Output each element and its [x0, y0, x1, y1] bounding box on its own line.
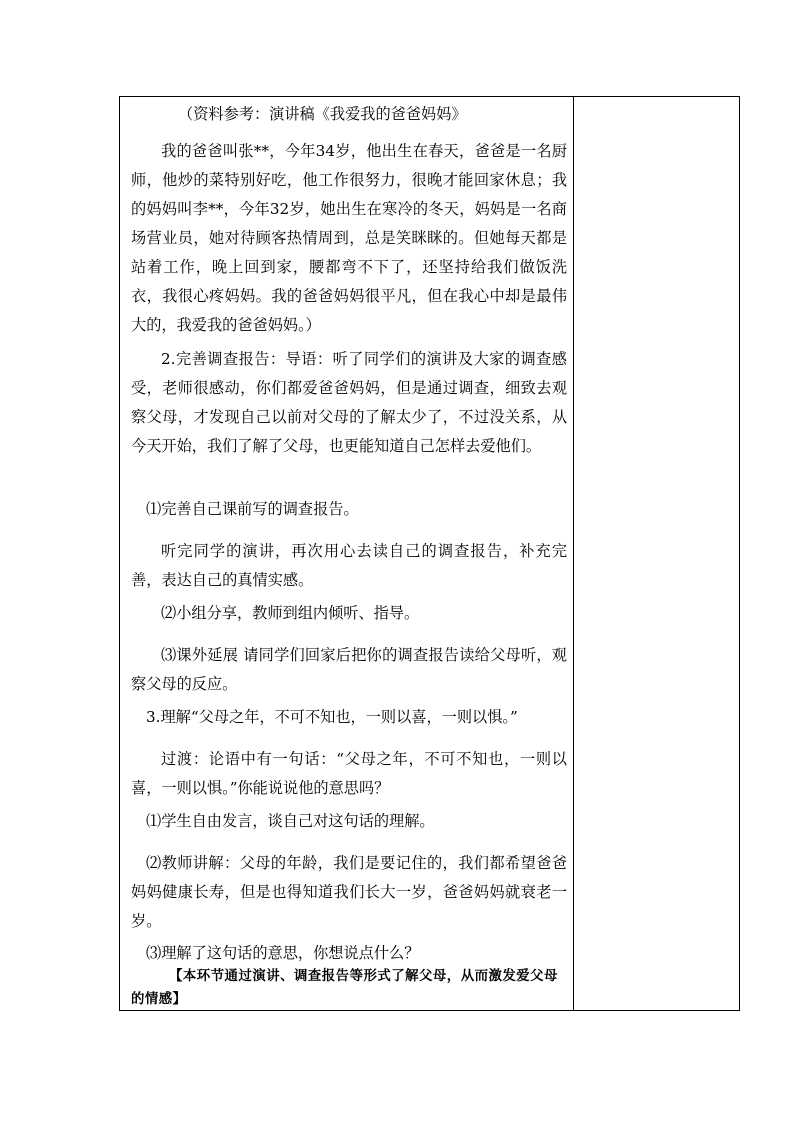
paragraph-1: （资料参考：演讲稿《我爱我的爸爸妈妈》 [178, 105, 467, 123]
paragraph-4: ⑴完善自己课前写的调查报告。 [146, 500, 359, 518]
notes-cell [574, 97, 739, 1010]
paragraph-2: 我的爸爸叫张**，今年34岁，他出生在春天，爸爸是一名厨师，他炒的菜特别好吃，他工作很努力，很晚才能回家休息；我的妈妈叫李**，今年32岁，她出生在寒冷的冬天，妈妈是一名商场营业员，她对待顾客热情周到，总是笑眯眯的。但她每天都是站着工作，晚上回到家，腰都弯不下了，还坚持给我们做饭洗衣，我很心疼妈妈。我的爸爸妈妈很平凡，但在我心中却是最伟大的，我爱我的爸爸妈妈。） [131, 142, 567, 334]
paragraph-6: ⑵小组分享，教师到组内倾听、指导。 [161, 604, 420, 622]
paragraph-11: ⑵教师讲解：父母的年龄，我们是要记住的，我们都希望爸爸妈妈健康长寿，但是也得知道我们长大一岁，爸爸妈妈就衰老一岁。 [131, 854, 567, 930]
paragraph-7: ⑶课外延展 请同学们回家后把你的调查报告读给父母听，观察父母的反应。 [131, 646, 567, 693]
paragraph-8: 3.理解“父母之年，不可不知也，一则以喜，一则以惧。” [146, 708, 518, 726]
paragraph-10: ⑴学生自由发言，谈自己对这句话的理解。 [146, 812, 435, 830]
paragraph-3: 2.完善调查报告：导语：听了同学们的演讲及大家的调查感受，老师很感动，你们都爱爸爸妈妈，但是通过调查，细致去观察父母，才发现自己以前对父母的了解太少了，不过没关系，从今天开始，我们了解了父母，也更能知道自己怎样去爱他们。 [131, 350, 567, 455]
section-summary-note: 【本环节通过演讲、调查报告等形式了解父母，从而激发爱父母的情感】 [131, 969, 558, 1007]
paragraph-12: ⑶理解了这句话的意思，你想说点什么？ [146, 944, 420, 962]
paragraph-9: 过渡：论语中有一句话：“父母之年，不可不知也，一则以喜，一则以惧。”你能说说他的意思吗？ [131, 750, 567, 797]
paragraph-5: 听完同学的演讲，再次用心去读自己的调查报告，补充完善，表达自己的真情实感。 [131, 542, 567, 589]
lesson-table [119, 96, 740, 1011]
lesson-content-cell [120, 97, 573, 1010]
